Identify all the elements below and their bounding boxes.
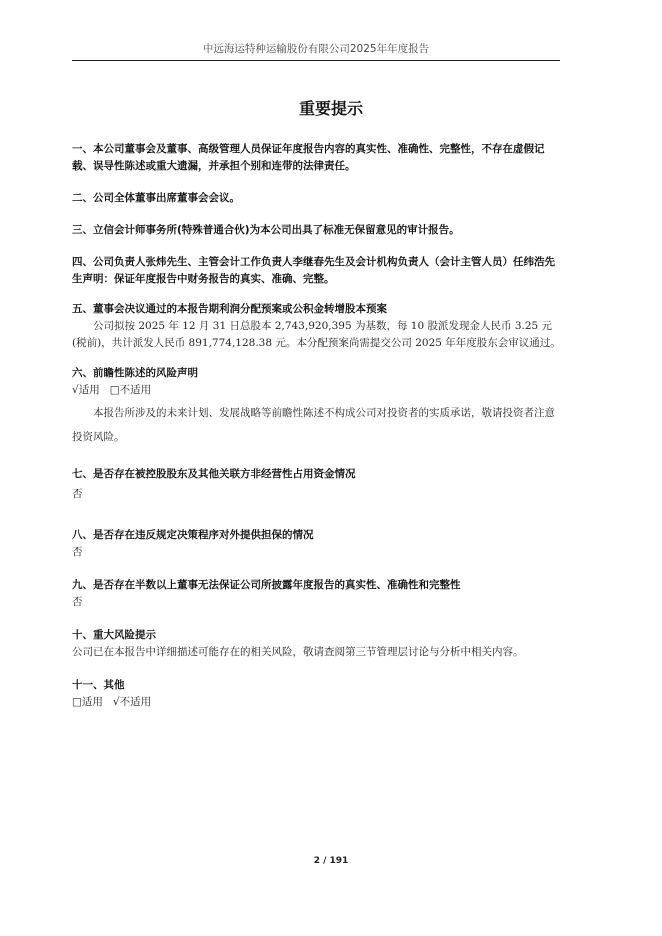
section-3-heading: 三、立信会计师事务所(特殊普通合伙)为本公司出具了标准无保留意见的审计报告。 (72, 224, 460, 236)
section-7-heading: 七、是否存在被控股股东及其他关联方非经营性占用资金情况 (72, 468, 356, 480)
section-7-answer: 否 (72, 488, 83, 500)
page-number: 2 / 191 (313, 856, 349, 866)
section-6-not-applicable-option: □不适用 (109, 384, 152, 396)
section-5-heading: 五、董事会决议通过的本报告期利润分配预案或公积金转增股本预案 (72, 303, 387, 315)
section-8-heading: 八、是否存在违反规定决策程序对外提供担保的情况 (72, 529, 314, 541)
section-2-heading: 二、公司全体董事出席董事会会议。 (72, 192, 240, 204)
page-title: 重要提示 (298, 99, 363, 118)
section-10-body: 公司已在本报告中详细描述可能存在的相关风险，敬请查阅第三节管理层讨论与分析中相关内容。 (72, 646, 524, 658)
document-body (72, 141, 564, 710)
section-4-heading: 四、公司负责人张炜先生、主管会计工作负责人李继春先生及会计机构负责人（会计主管人员）任纬浩先生声明：保证年度报告中财务报告的真实、准确、完整。 (72, 256, 555, 285)
header-rule (72, 60, 560, 61)
section-11-options (72, 694, 564, 710)
section-6-options (72, 382, 564, 398)
section-6-heading: 六、前瞻性陈述的风险声明 (72, 367, 198, 379)
section-8-answer: 否 (72, 546, 83, 558)
page-header: 中远海运特种运输股份有限公司2025年年度报告 (202, 43, 430, 55)
section-9-heading: 九、是否存在半数以上董事无法保证公司所披露年度报告的真实性、准确性和完整性 (72, 579, 461, 591)
section-11-applicable-option: □适用 (72, 696, 103, 708)
section-9-answer: 否 (72, 596, 83, 608)
section-11-heading: 十一、其他 (72, 679, 125, 691)
section-11-not-applicable-option: √不适用 (112, 696, 152, 708)
section-1-heading: 一、本公司董事会及董事、高级管理人员保证年度报告内容的真实性、准确性、完整性，不存在虚假记载、误导性陈述或重大遗漏，并承担个别和连带的法律责任。 (72, 143, 545, 172)
section-5-body: 公司拟按 2025 年 12 月 31 日总股本 2,743,920,395 为基数，每 10 股派发现金人民币 3.25 元(税前)，共计派发人民币 891,774,128.38 元。本分配预案尚需提交公司 2025 年年度股东会审议通过。 (72, 320, 561, 349)
section-6-applicable-option: √适用 (72, 384, 100, 396)
section-10-heading: 十、重大风险提示 (72, 629, 156, 641)
section-6-body: 本报告所涉及的未来计划、发展战略等前瞻性陈述不构成公司对投资者的实质承诺，敬请投资者注意投资风险。 (72, 407, 555, 443)
